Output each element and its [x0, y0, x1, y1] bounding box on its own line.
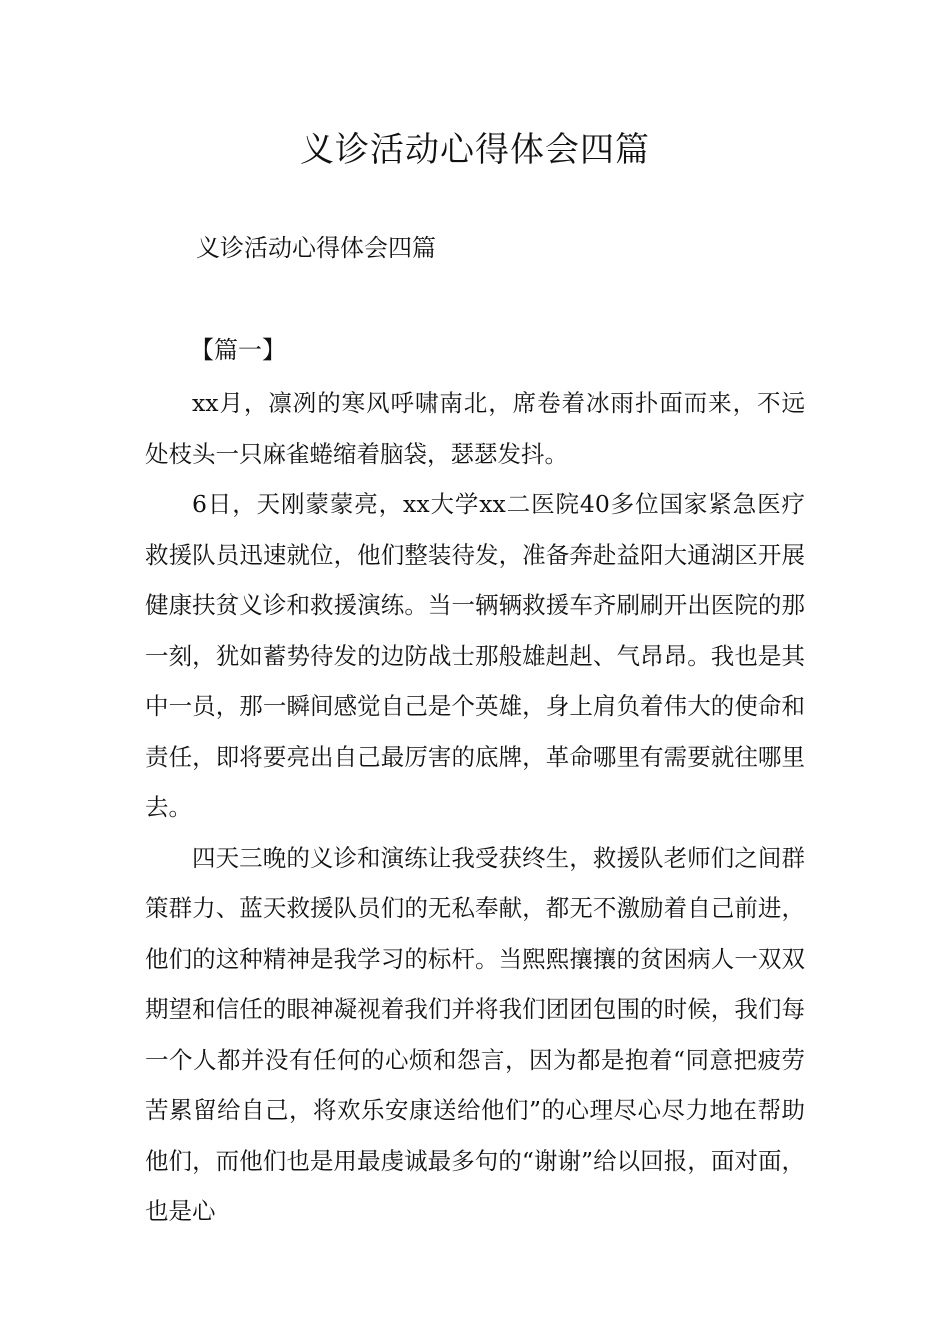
body-text [145, 378, 805, 1237]
document-subtitle: 义诊活动心得体会四篇 [196, 234, 436, 262]
paragraph-3: 四天三晚的义诊和演练让我受获终生，救援队老师们之间群策群力、蓝天救援队员们的无私奉献，都无不激励着自己前进，他们的这种精神是我学习的标杆。当熙熙攘攘的贫困病人一双双期望和信任的眼神凝视着我们并将我们团团包围的时候，我们每一个人都并没有任何的心烦和怨言，因为都是抱着“同意把疲劳苦累留给自己，将欢乐安康送给他们”的心理尽心尽力地在帮助他们，而他们也是用最虔诚最多句的“谢谢”给以回报，面对面，也是心 [145, 843, 805, 1225]
paragraph-2: 6日，天刚蒙蒙亮，xx大学xx二医院40多位国家紧急医疗救援队员迅速就位，他们整装待发，准备奔赴益阳大通湖区开展健康扶贫义诊和救援演练。当一辆辆救援车齐刷刷开出医院的那一刻，犹如蓄势待发的边防战士那般雄赳赳、气昂昂。我也是其中一员，那一瞬间感觉自己是个英雄，身上肩负着伟大的使命和责任，即将要亮出自己最厉害的底牌，革命哪里有需要就往哪里去。 [145, 490, 805, 821]
document-title: 义诊活动心得体会四篇 [300, 130, 650, 170]
paragraph-1: xx月，凛冽的寒风呼啸南北，席卷着冰雨扑面而来，不远处枝头一只麻雀蜷缩着脑袋，瑟瑟发抖。 [145, 389, 805, 468]
section-heading: 【篇一】 [190, 336, 286, 364]
